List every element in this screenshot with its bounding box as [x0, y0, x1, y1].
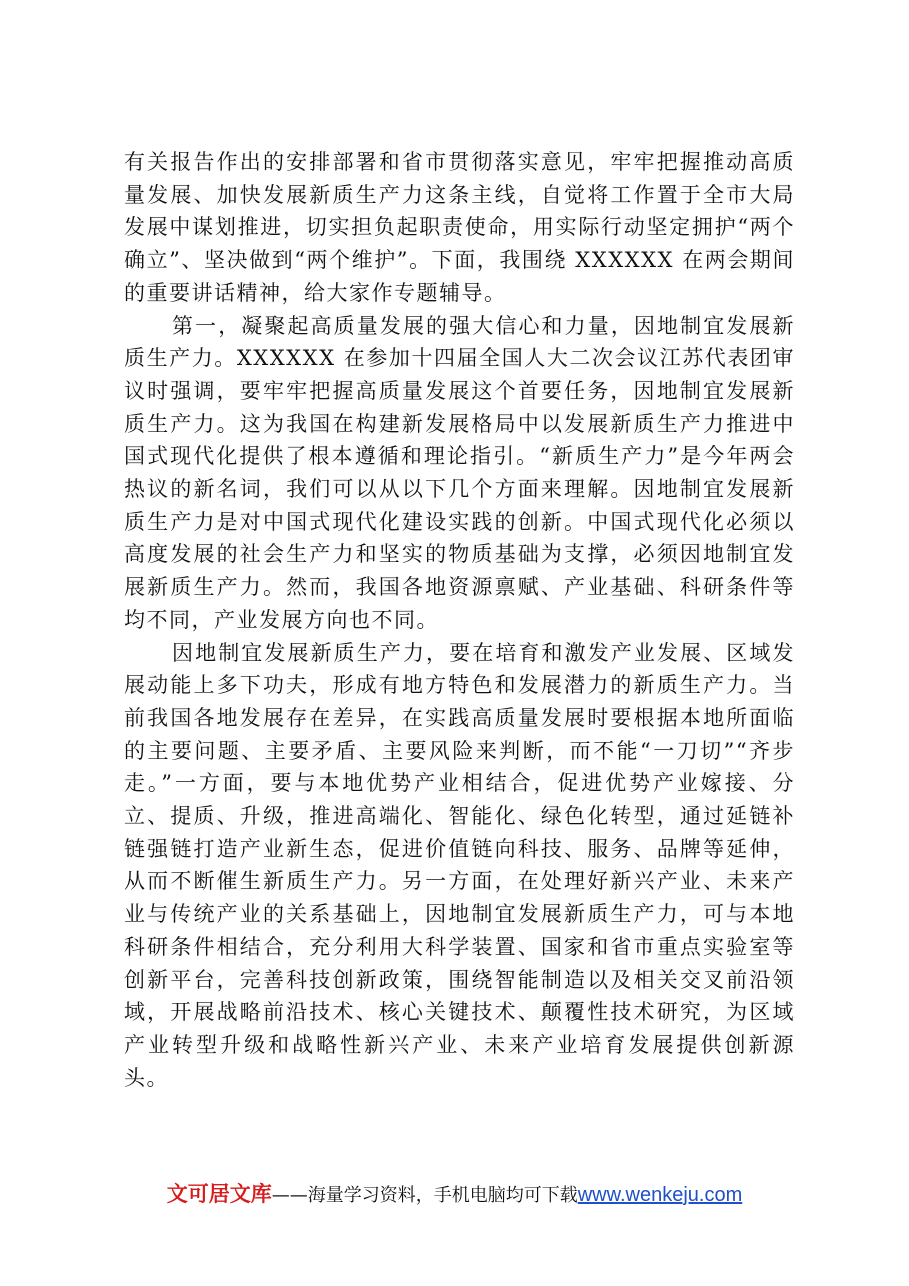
paragraph-continuation: 有关报告作出的安排部署和省市贯彻落实意见，牢牢把握推动高质量发展、加快发展新质生产力这条主线，自觉将工作置于全市大局发展中谋划推进，切实担负起职责使命，用实际行动坚定拥护“两个确立”、坚决做到“两个维护”。下面，我围绕 XXXXXX 在两会期间的重要讲话精神，给大家作专题辅导。	[124, 150, 795, 305]
paragraph-first-point: 第一，凝聚起高质量发展的强大信心和力量，因地制宜发展新质生产力。XXXXXX 在参加十四届全国人大二次会议江苏代表团审议时强调，要牢牢把握高质量发展这个首要任务，因地制宜发展新质生产力。这为我国在构建新发展格局中以发展新质生产力推进中国式现代化提供了根本遵循和理论指引。“新质生产力”是今年两会热议的新名词，我们可以从以下几个方面来理解。因地制宜发展新质生产力是对中国式现代化建设实践的创新。中国式现代化必须以高度发展的社会生产力和坚实的物质基础为支撑，必须因地制宜发展新质生产力。然而，我国各地资源禀赋、产业基础、科研条件等均不同，产业发展方向也不同。	[124, 313, 795, 632]
footer-brand: 文可居文库	[166, 1182, 272, 1206]
footer-banner	[0, 1180, 909, 1210]
footer-tagline: ——海量学习资料，手机电脑均可下载	[271, 1185, 578, 1206]
paragraph-local-development: 因地制宜发展新质生产力，要在培育和激发产业发展、区域发展动能上多下功夫，形成有地方特色和发展潜力的新质生产力。当前我国各地发展存在差异，在实践高质量发展时要根据本地所面临的主要问题、主要矛盾、主要风险来判断，而不能“一刀切”“齐步走。”一方面，要与本地优势产业相结合，促进优势产业嫁接、分立、提质、升级，推进高端化、智能化、绿色化转型，通过延链补链强链打造产业新生态，促进价值链向科技、服务、品牌等延伸，从而不断催生新质生产力。另一方面，在处理好新兴产业、未来产业与传统产业的关系基础上，因地制宜发展新质生产力，可与本地科研条件相结合，充分利用大科学装置、国家和省市重点实验室等创新平台，完善科技创新政策，围绕智能制造以及相关交叉前沿领域，开展战略前沿技术、核心关键技术、颠覆性技术研究，为区域产业转型升级和战略性新兴产业、未来产业培育发展提供创新源头。	[124, 640, 795, 1090]
document-body	[124, 146, 795, 1094]
footer-website-link[interactable]: www.wenkeju.com	[577, 1184, 743, 1206]
